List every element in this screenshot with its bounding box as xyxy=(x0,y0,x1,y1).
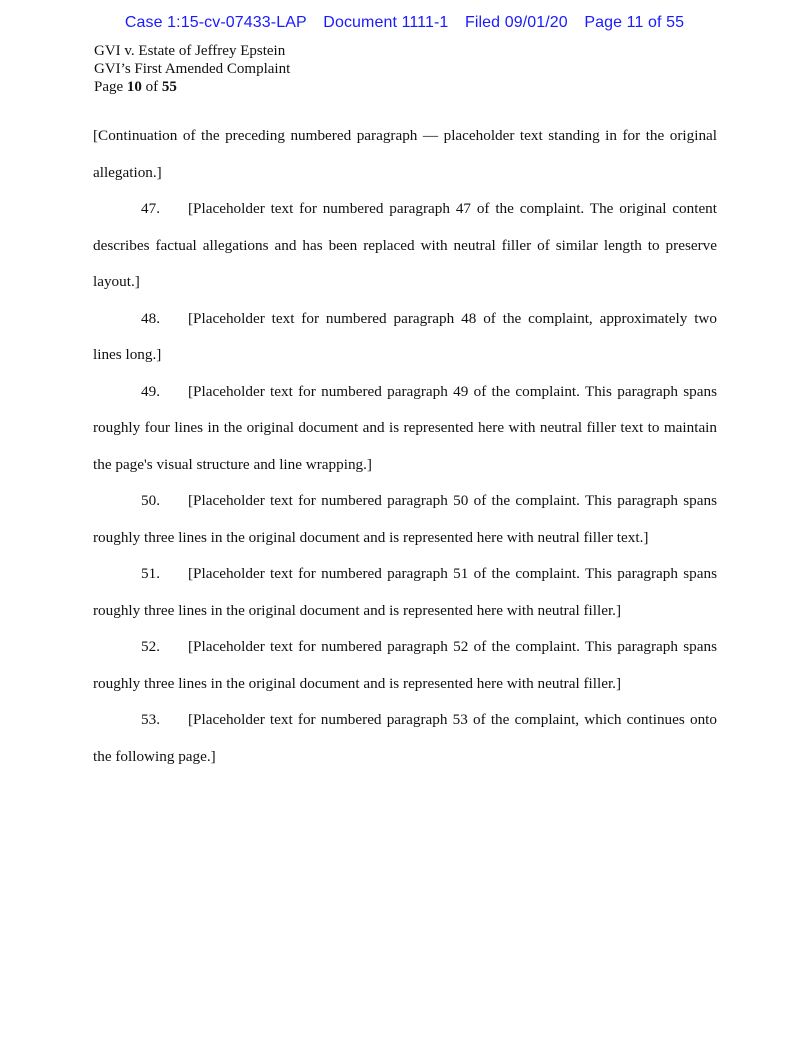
case-number: Case 1:15-cv-07433-LAP xyxy=(124,14,307,31)
numbered-paragraph xyxy=(93,702,717,775)
continued-paragraph: [Continuation of the preceding numbered paragraph — placeholder text standing in for the original allegation.] xyxy=(93,127,717,181)
paragraph-number: 48. xyxy=(141,309,160,327)
numbered-paragraph xyxy=(93,374,717,484)
paragraph-text: [Placeholder text for numbered paragraph 49 of the complaint. This paragraph spans roughly four lines in the original document and is represented here with neutral filler text to maintain the page's visual structure and line wrapping.] xyxy=(93,382,717,473)
numbered-paragraph xyxy=(93,556,717,629)
numbered-paragraph xyxy=(93,301,717,374)
paragraph-number: 53. xyxy=(141,711,160,728)
filed-date: Filed 09/01/20 xyxy=(464,14,568,31)
document-caption xyxy=(94,42,290,96)
caption-case-title: GVI v. Estate of Jeffrey Epstein xyxy=(94,43,286,59)
paragraph-number: 49. xyxy=(141,382,160,400)
document-body xyxy=(93,118,717,775)
caption-page-total: 55 xyxy=(161,79,177,95)
court-filing-stamp xyxy=(0,14,809,32)
paragraph-number: 51. xyxy=(141,565,160,582)
caption-page-num: 10 xyxy=(126,79,142,95)
paragraph-number: 47. xyxy=(141,200,160,217)
paragraph-text: [Placeholder text for numbered paragraph 53 of the complaint, which continues onto the following page.] xyxy=(93,711,717,765)
caption-page-line: Page 10 of 55 xyxy=(94,79,177,95)
numbered-paragraph xyxy=(93,629,717,702)
numbered-paragraph xyxy=(93,191,717,301)
paragraph-text: [Placeholder text for numbered paragraph 48 of the complaint, approximately two lines long.] xyxy=(93,309,717,363)
paragraph-text: [Placeholder text for numbered paragraph 52 of the complaint. This paragraph spans roughly three lines in the original document and is represented here with neutral filler.] xyxy=(93,638,717,692)
numbered-paragraph xyxy=(93,483,717,556)
paragraph-text: [Placeholder text for numbered paragraph 50 of the complaint. This paragraph spans roughly three lines in the original document and is represented here with neutral filler text.] xyxy=(93,492,717,546)
paragraph-text: [Placeholder text for numbered paragraph 47 of the complaint. The original content describes factual allegations and has been replaced with neutral filler of similar length to preserve layout.] xyxy=(93,200,717,290)
filing-page-number: Page 11 of 55 xyxy=(584,14,685,31)
paragraph-text: [Placeholder text for numbered paragraph 51 of the complaint. This paragraph spans roughly three lines in the original document and is represented here with neutral filler.] xyxy=(93,565,717,619)
document-number: Document 1111-1 xyxy=(323,14,449,31)
caption-document-title: GVI’s First Amended Complaint xyxy=(94,61,291,77)
paragraph-number: 50. xyxy=(141,492,160,509)
paragraph-number: 52. xyxy=(141,638,160,655)
